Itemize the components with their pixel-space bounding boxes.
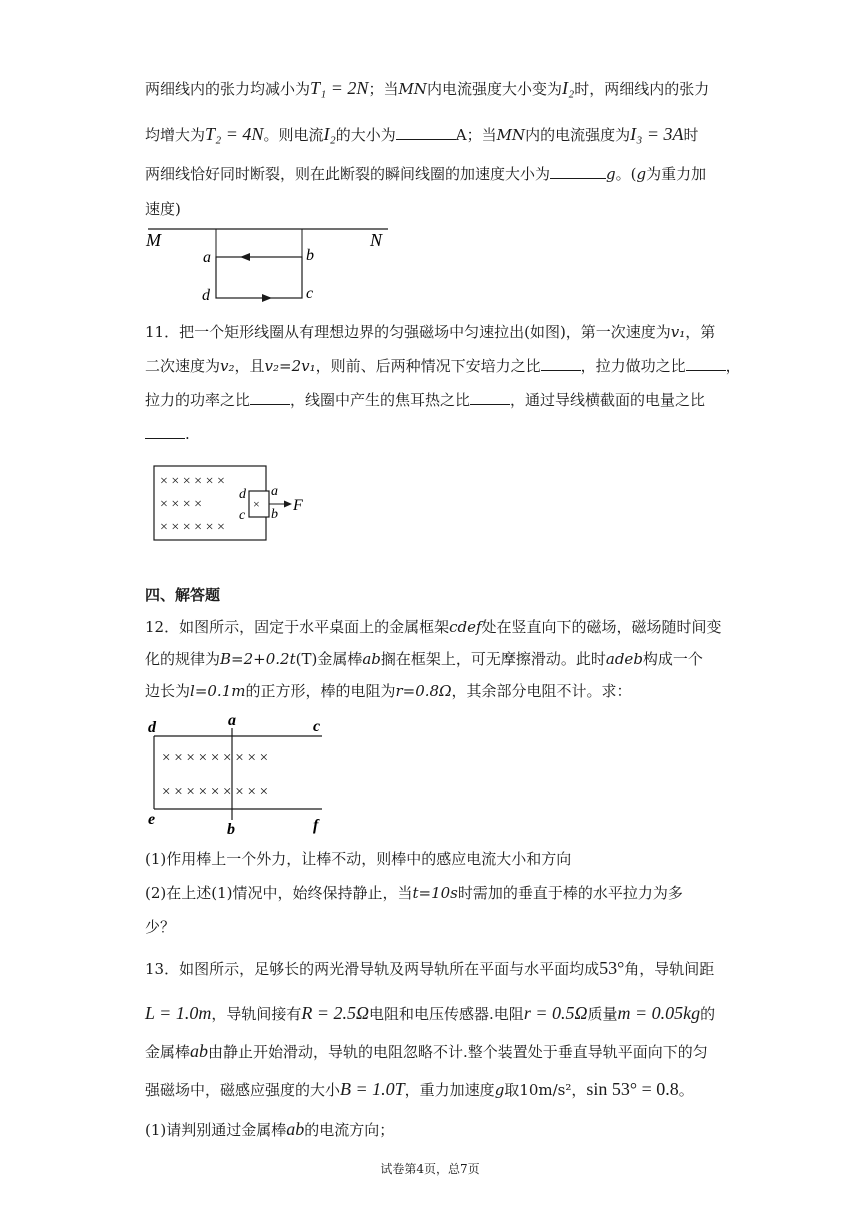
page-footer: 试卷第4页，总7页 xyxy=(380,1162,480,1176)
q11-figure xyxy=(150,462,330,544)
arrow-left-icon xyxy=(240,253,250,261)
answer-blank[interactable] xyxy=(686,356,726,371)
label-M: M xyxy=(146,230,161,250)
q13-sub-1: (1)请判别通过金属棒ab的电流方向； xyxy=(145,1119,395,1139)
q11-line-1: 11．把一个矩形线圈从有理想边界的匀强磁场中匀速拉出(如图)，第一次速度为v₁，第 xyxy=(145,323,716,341)
svg-text:× × × × × ×: × × × × × × xyxy=(160,520,225,535)
svg-text:× × × × × × × × ×: × × × × × × × × × xyxy=(162,750,269,766)
svg-text:a: a xyxy=(203,249,211,266)
section-title: 四、解答题 xyxy=(145,586,221,604)
field-crosses xyxy=(160,474,225,535)
q12-line-2: 化的规律为B=2+0.2t(T)金属棒ab搁在框架上，可无摩擦滑动。此时adeb构成一个 xyxy=(145,650,703,668)
svg-text:d: d xyxy=(148,719,156,736)
q10-line-1: 两细线内的张力均减小为T₁ = 2N；当MN内电流强度大小变为I₂时，两细线内的张力 xyxy=(145,78,710,98)
svg-text:c: c xyxy=(239,508,246,523)
answer-blank[interactable] xyxy=(145,424,185,439)
q10-line-2: 均增大为T₂ = 4N。则电流I₂的大小为 A；当MN内的电流强度为I₃ = 3A时 xyxy=(145,124,699,144)
q12-sub-2: (2)在上述(1)情况中，始终保持静止，当t=10s时需加的垂直于棒的水平拉力为多 xyxy=(145,884,683,902)
svg-text:c: c xyxy=(313,718,321,735)
answer-blank[interactable] xyxy=(550,164,606,179)
field-crosses xyxy=(162,750,268,800)
svg-text:f: f xyxy=(313,817,319,834)
eq-t2: T₂ = 4N xyxy=(205,124,264,144)
answer-blank[interactable] xyxy=(470,390,510,405)
arrow-right-icon xyxy=(284,501,292,508)
svg-text:b: b xyxy=(271,507,278,522)
q13-line-3: 金属棒ab由静止开始滑动，导轨的电阻忽略不计.整个装置处于垂直导轨平面向下的匀 xyxy=(145,1041,708,1061)
q10-line-3: 两细线恰好同时断裂，则在此断裂的瞬间线圈的加速度大小为 g。(g为重力加 xyxy=(145,165,707,183)
answer-blank[interactable] xyxy=(541,356,581,371)
q12-sub-2-end: 少？ xyxy=(145,918,176,936)
answer-blank[interactable] xyxy=(396,125,456,140)
svg-text:e: e xyxy=(148,811,156,828)
eq-t1: T₁ = 2N xyxy=(310,78,369,98)
q12-line-1: 12．如图所示，固定于水平桌面上的金属框架cdef处在竖直向下的磁场，磁场随时间变 xyxy=(145,618,722,636)
label-N: N xyxy=(370,230,383,250)
q12-line-3: 边长为l=0.1m的正方形，棒的电阻为r=0.8Ω，其余部分电阻不计。求： xyxy=(145,682,632,700)
q12-figure xyxy=(142,712,342,836)
q11-line-3: 拉力的功率之比 ，线圈中产生的焦耳热之比 ，通过导线横截面的电量之比 xyxy=(145,391,706,409)
coil-abcd xyxy=(216,257,302,298)
arrow-right-icon xyxy=(262,294,272,302)
q11-line-2: 二次速度为v₂，且v₂=2v₁，则前、后两种情况下安培力之比 ，拉力做功之比 ， xyxy=(145,357,741,375)
q11-line-4: . xyxy=(145,424,190,444)
svg-text:d: d xyxy=(202,287,210,304)
q13-line-1: 13．如图所示，足够长的两光滑导轨及两导轨所在平面与水平面均成53°角，导轨间距 xyxy=(145,958,715,978)
svg-text:b: b xyxy=(227,821,235,836)
q10-figure xyxy=(140,222,400,308)
svg-text:b: b xyxy=(306,247,314,264)
svg-text:a: a xyxy=(228,712,236,729)
svg-text:c: c xyxy=(306,285,314,302)
q13-line-4: 强磁场中，磁感应强度的大小B = 1.0T，重力加速度g取10m/s²，sin 53° = 0.8。 xyxy=(145,1079,694,1099)
eq-i3: I₃ = 3A xyxy=(630,124,684,144)
svg-text:× × × ×: × × × × xyxy=(160,497,203,512)
svg-text:×: × xyxy=(253,497,260,511)
svg-text:F: F xyxy=(293,497,303,514)
svg-text:× × × × × ×: × × × × × × xyxy=(160,474,225,489)
q10-line-4: 速度) xyxy=(145,200,181,218)
svg-text:a: a xyxy=(271,484,278,499)
q13-line-2: L = 1.0m，导轨间接有R = 2.5Ω电阻和电压传感器.电阻r = 0.5Ω质量m = 0.05kg的 xyxy=(145,1003,716,1023)
q12-sub-1: (1)作用棒上一个外力，让棒不动，则棒中的感应电流大小和方向 xyxy=(145,850,572,868)
svg-text:d: d xyxy=(239,487,246,502)
svg-text:× × × × × × × × ×: × × × × × × × × × xyxy=(162,784,269,800)
answer-blank[interactable] xyxy=(250,390,290,405)
